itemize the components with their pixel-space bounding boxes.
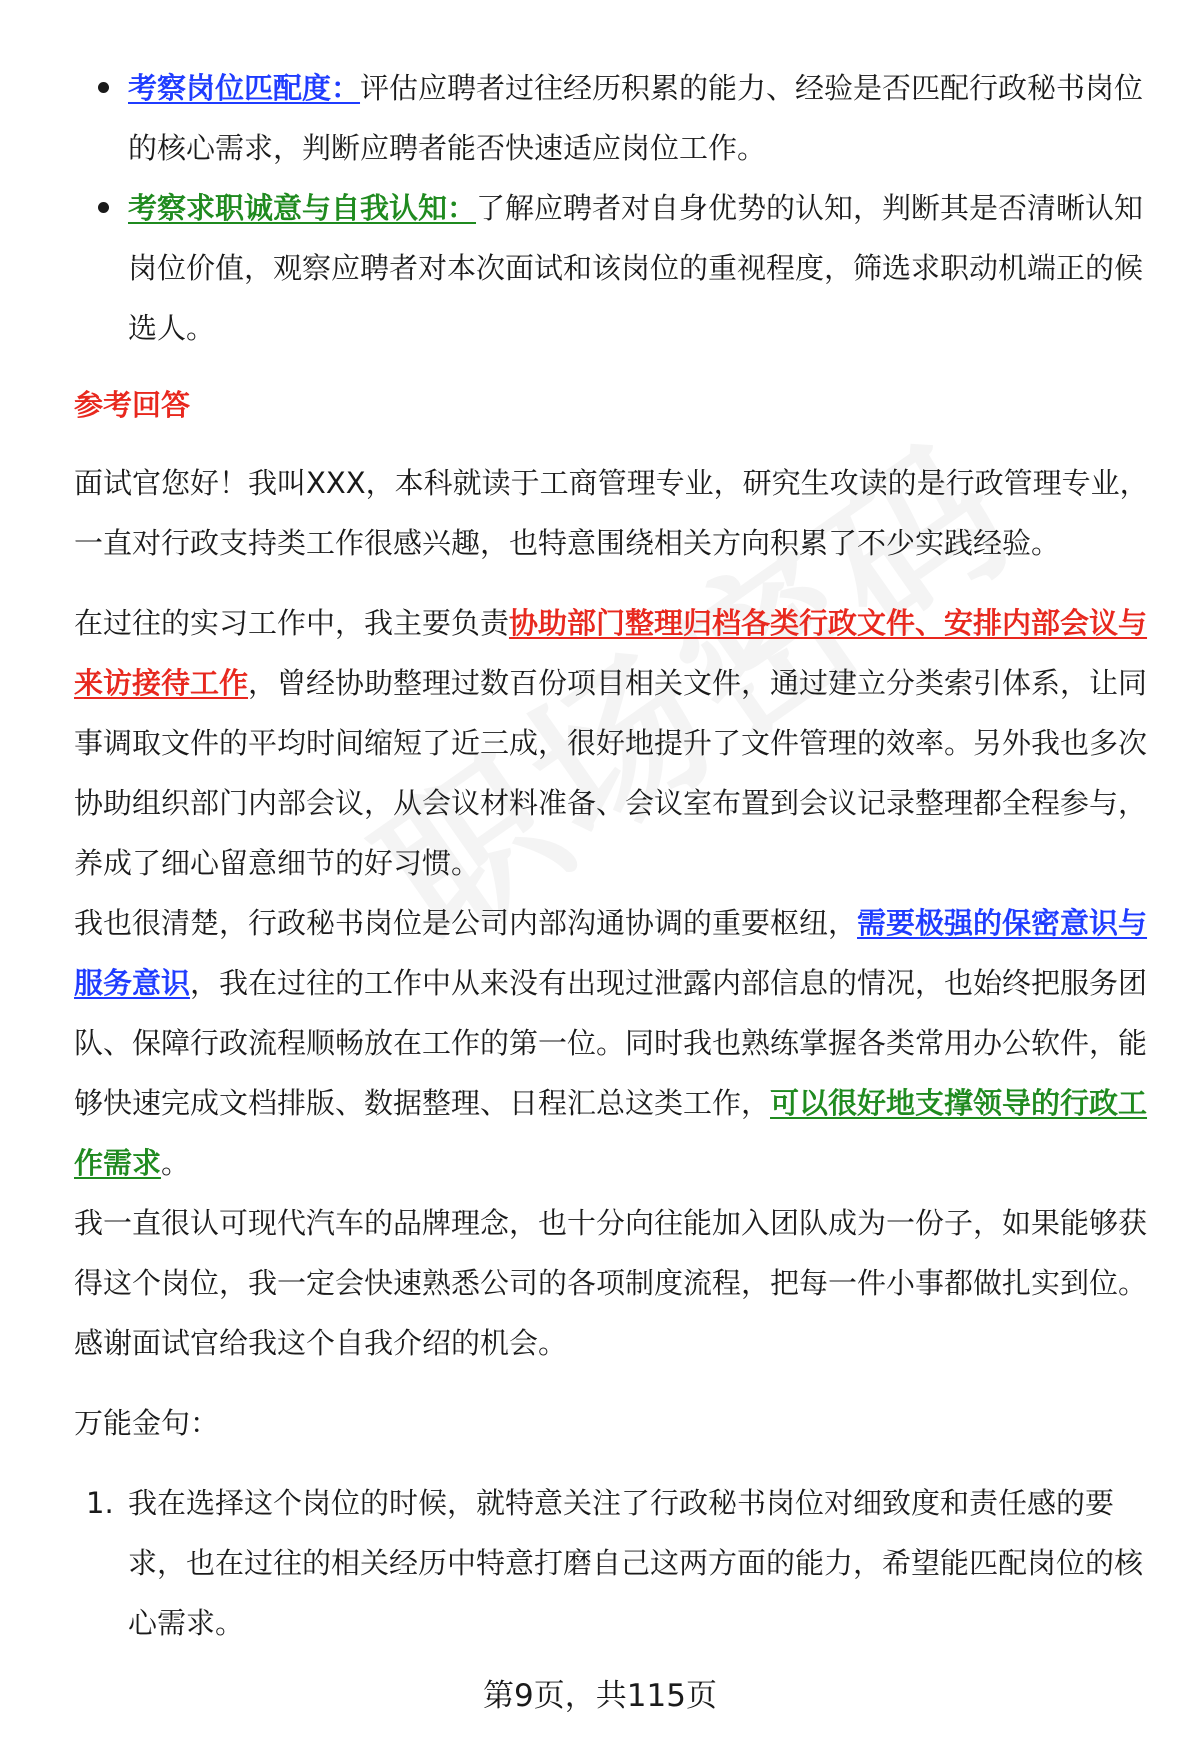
bullet-text: 评估应聘者过往经历积累的能力、经验是否匹配行政秘书岗位的核心需求，判断应聘者能否快速适应岗位工作。 xyxy=(128,71,1144,165)
assessment-list xyxy=(74,58,1152,358)
highlight-confidentiality: 需要极强的保密意识与服务意识 xyxy=(74,906,1148,1000)
answer-paragraph-awareness xyxy=(74,893,1152,1193)
section-title-reference-answer: 参考回答 xyxy=(74,388,191,422)
list-item xyxy=(128,178,1152,358)
highlight-support: 可以很好地支撑领导的行政工作需求 xyxy=(74,1086,1148,1180)
highlight-duties: 协助部门整理归档各类行政文件、安排内部会议与来访接待工作 xyxy=(74,606,1148,700)
paragraph-text: 。 xyxy=(161,1146,191,1180)
bullet-label-job-fit: 考察岗位匹配度： xyxy=(128,71,361,105)
phrases-title: 万能金句： xyxy=(74,1406,220,1440)
bullet-label-sincerity: 考察求职诚意与自我认知： xyxy=(128,191,477,225)
list-item xyxy=(128,58,1152,178)
bullet-text: 了解应聘者对自身优势的认知，判断其是否清晰认知岗位价值，观察应聘者对本次面试和该岗位的重视程度，筛选求职动机端正的候选人。 xyxy=(128,191,1144,345)
list-number: 1. xyxy=(86,1486,114,1520)
page-content xyxy=(74,58,1152,1653)
answer-paragraph-experience xyxy=(74,593,1152,893)
answer-paragraph-closing: 我一直很认可现代汽车的品牌理念，也十分向往能加入团队成为一份子，如果能够获得这个岗位，我一定会快速熟悉公司的各项制度流程，把每一件小事都做扎实到位。感谢面试官给我这个自我介绍的机会。 xyxy=(74,1206,1148,1360)
paragraph-text: 我也很清楚，行政秘书岗位是公司内部沟通协调的重要枢纽， xyxy=(74,906,858,940)
paragraph-text: ，我在过往的工作中从来没有出现过泄露内部信息的情况，也始终把服务团队、保障行政流程顺畅放在工作的第一位。同时我也熟练掌握各类常用办公软件，能够快速完成文档排版、数据整理、日程汇总这类工作， xyxy=(74,966,1148,1120)
page-number-footer: 第9页，共115页 xyxy=(483,1678,717,1714)
answer-paragraph-intro: 面试官您好！我叫XXX，本科就读于工商管理专业，研究生攻读的是行政管理专业，一直对行政支持类工作很感兴趣，也特意围绕相关方向积累了不少实践经验。 xyxy=(74,466,1149,560)
paragraph-text: 在过往的实习工作中，我主要负责 xyxy=(74,606,510,640)
phrases-list xyxy=(74,1473,1152,1653)
list-item xyxy=(86,1473,1152,1653)
phrase-text: 我在选择这个岗位的时候，就特意关注了行政秘书岗位对细致度和责任感的要求，也在过往的相关经历中特意打磨自己这两方面的能力，希望能匹配岗位的核心需求。 xyxy=(128,1486,1144,1640)
paragraph-text: ，曾经协助整理过数百份项目相关文件，通过建立分类索引体系，让同事调取文件的平均时间缩短了近三成，很好地提升了文件管理的效率。另外我也多次协助组织部门内部会议，从会议材料准备、会议室布置到会议记录整理都全程参与，养成了细心留意细节的好习惯。 xyxy=(74,666,1148,880)
